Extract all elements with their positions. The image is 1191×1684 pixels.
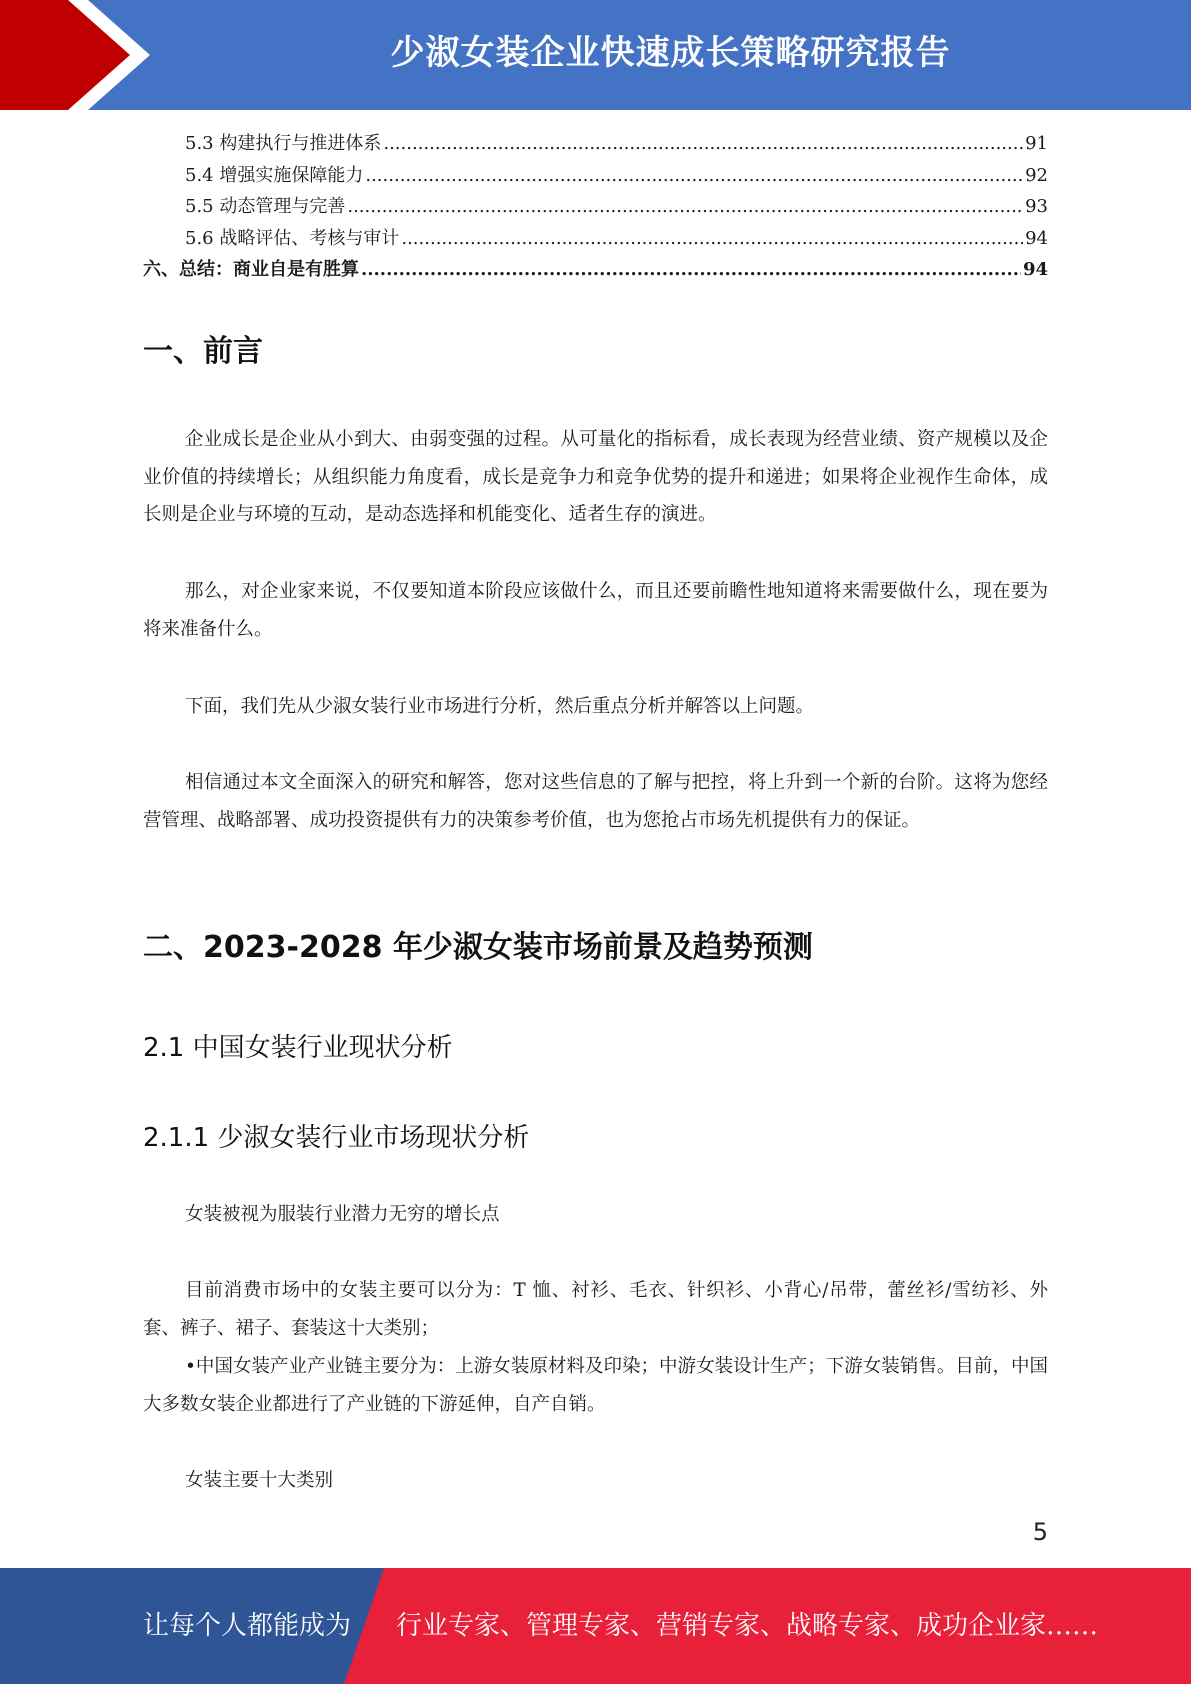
report-title: 少淑女装企业快速成长策略研究报告 [390,33,951,73]
toc-entry-label: 5.4 增强实施保障能力 [185,164,364,186]
header-band [0,0,1191,110]
toc-leader-dots [383,128,1023,160]
toc-entry[interactable] [143,254,1048,286]
toc-entry-page: 93 [1025,196,1048,217]
toc-entry-label: 5.6 战略评估、考核与审计 [185,227,400,249]
toc-entry-page: 92 [1025,164,1048,186]
toc-entry[interactable] [143,223,1048,255]
toc-entry-page: 94 [1025,227,1048,249]
toc-entry[interactable] [143,160,1048,192]
footer-banner [0,1568,1191,1684]
toc-entry[interactable] [143,128,1048,160]
table-of-contents [143,128,1048,286]
body-paragraph: 企业成长是企业从小到大、由弱变强的过程。从可量化的指标看，成长表现为经营业绩、资产规模以及企业价值的持续增长；从组织能力角度看，成长是竞争力和竞争优势的提升和递进；如果将企业视作生命体，成长则是企业与环境的互动，是动态选择和机能变化、适者生存的演进。 [143,429,1048,525]
body-paragraph: 女装主要十大类别 [185,1470,334,1491]
body-paragraph: 目前消费市场中的女装主要可以分为：T 恤、衬衫、毛衣、针织衫、小背心/吊带，蕾丝衫/雪纺衫、外套、裤子、裙子、套装这十大类别； [143,1280,1048,1339]
section-heading-preface: 一、前言 [143,334,263,369]
toc-entry-label: 5.3 构建执行与推进体系 [185,133,382,154]
body-paragraph: 女装被视为服装行业潜力无穷的增长点 [185,1204,500,1225]
subsection-heading: 2.1 中国女装行业现状分析 [143,1033,453,1063]
body-paragraph: •中国女装产业产业链主要分为：上游女装原材料及印染；中游女装设计生产；下游女装销售。目前，中国大多数女装企业都进行了产业链的下游延伸，自产自销。 [143,1356,1048,1415]
toc-entry[interactable] [143,191,1048,223]
toc-leader-dots [361,254,1021,286]
toc-leader-dots [347,191,1023,223]
header-arrow-icon [0,0,160,110]
toc-entry-label: 六、总结：商业自是有胜算 [143,259,359,280]
page-number: 5 [1032,1518,1048,1546]
body-paragraph: 相信通过本文全面深入的研究和解答，您对这些信息的了解与把控，将上升到一个新的台阶。这将为您经营管理、战略部署、成功投资提供有力的决策参考价值，也为您抢占市场先机提供有力的保证。 [143,772,1048,831]
section-heading-forecast: 二、2023-2028 年少淑女装市场前景及趋势预测 [143,930,813,965]
footer-slogan-left: 让每个人都能成为 [143,1611,352,1641]
body-paragraph: 下面，我们先从少淑女装行业市场进行分析，然后重点分析并解答以上问题。 [185,696,815,717]
footer-slogan-right: 行业专家、管理专家、营销专家、战略专家、成功企业家…… [396,1611,1099,1641]
toc-entry-page: 91 [1025,133,1048,154]
body-paragraph: 那么，对企业家来说，不仅要知道本阶段应该做什么，而且还要前瞻性地知道将来需要做什么，现在要为将来准备什么。 [143,581,1048,640]
toc-entry-page: 94 [1022,259,1048,280]
toc-leader-dots [401,223,1023,255]
toc-entry-label: 5.5 动态管理与完善 [185,196,346,217]
toc-leader-dots [365,160,1023,192]
subsection-heading: 2.1.1 少淑女装行业市场现状分析 [143,1123,530,1153]
